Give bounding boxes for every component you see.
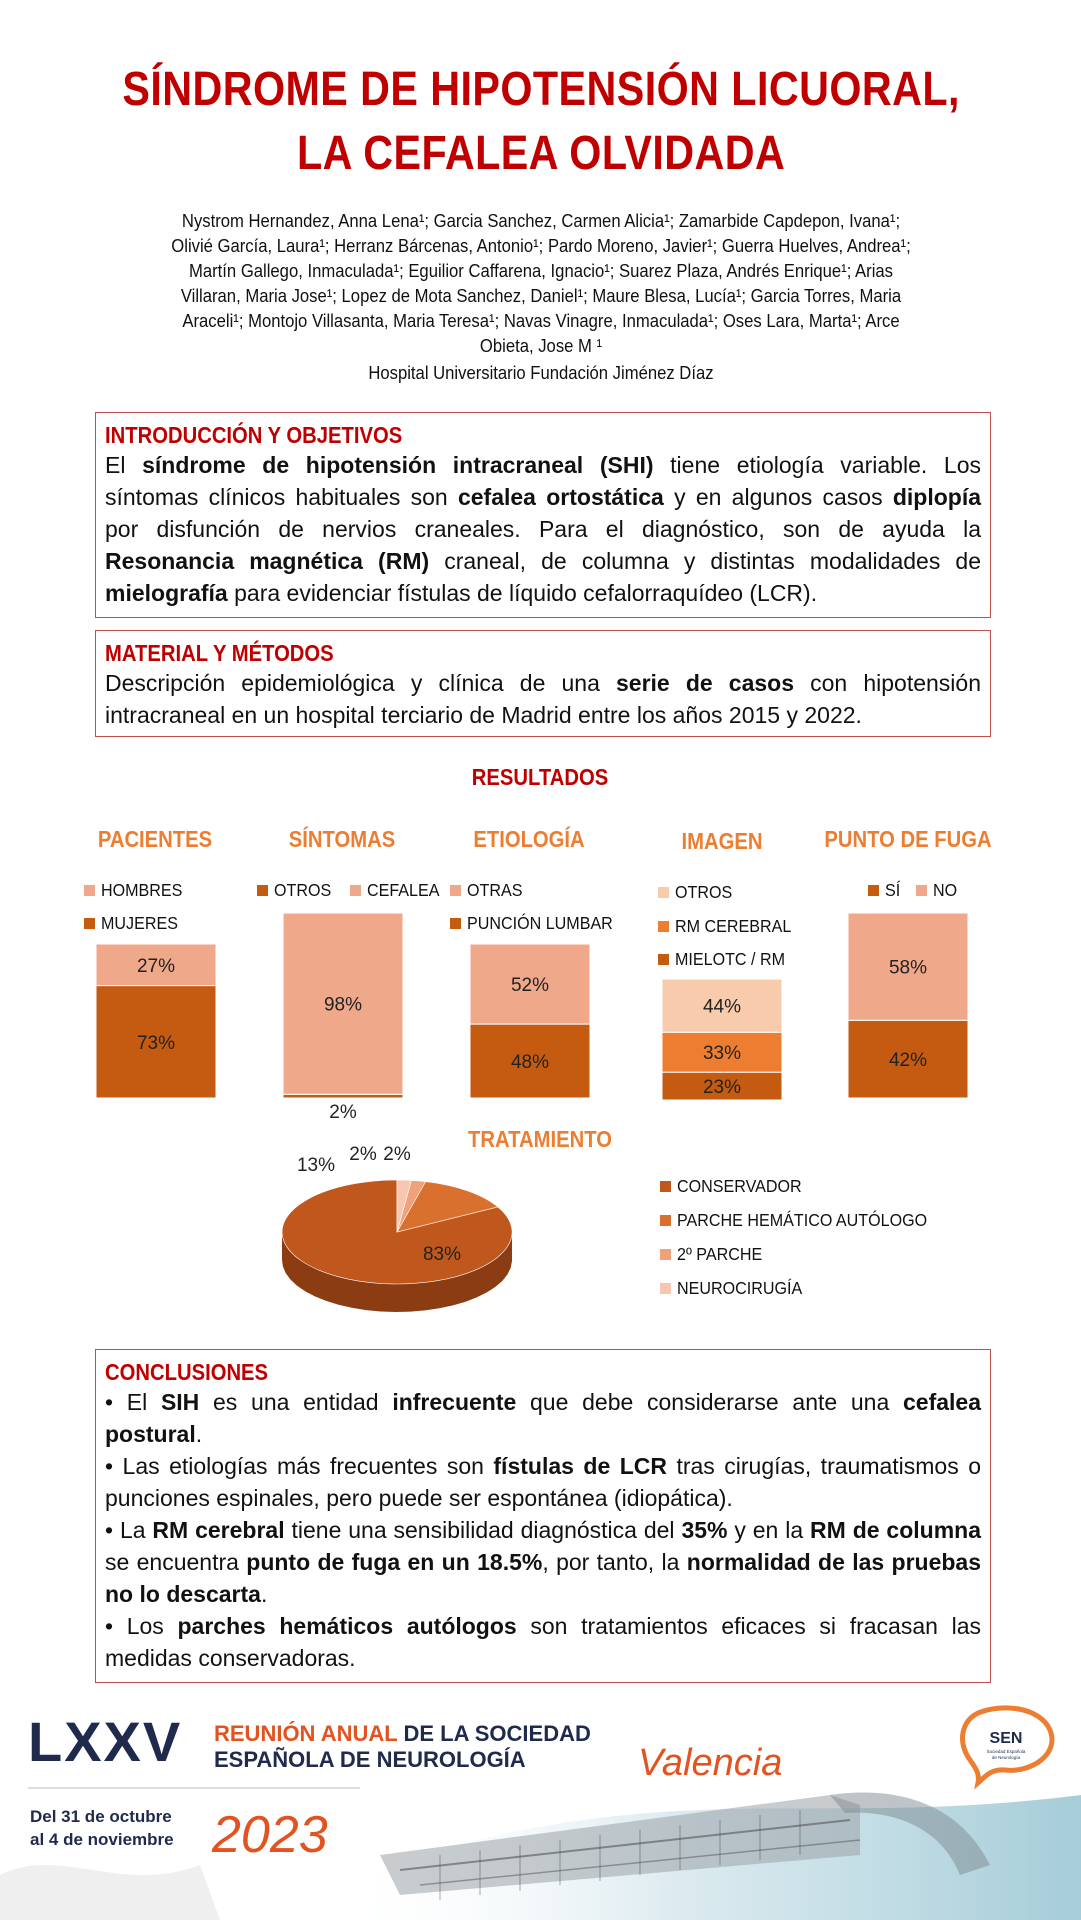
poster-title — [76, 58, 1006, 186]
tratamiento-legend-conservador — [660, 1176, 813, 1197]
imagen-label-mielotc-rm: 23% — [702, 1077, 742, 1099]
imagen-label-otros: 44% — [702, 996, 742, 1018]
sen-logo — [963, 1708, 1052, 1783]
legend-label: HOMBRES — [101, 880, 183, 900]
legend-swatch — [868, 885, 879, 896]
legend-label: RM CEREBRAL — [675, 916, 792, 936]
punto-de-fuga-legend-si — [868, 880, 902, 901]
footer-graphic — [0, 1695, 1081, 1920]
legend-swatch — [350, 885, 361, 896]
imagen-legend-rm-cerebral — [658, 916, 801, 937]
pacientes-chart-title: PACIENTES — [97, 826, 213, 852]
sintomas-chart-title: SÍNTOMAS — [288, 826, 396, 852]
legend-label: NO — [933, 880, 958, 900]
tratamiento-legend-parche-hematico-autologo — [660, 1210, 949, 1231]
authors-list: Nystrom Hernandez, Anna Lena¹; Garcia Sanchez, Carmen Alicia¹; Zamarbide Capdepon, Ivana¹; Olivié García, Laura¹; Herranz Bárcenas, Antonio¹; Pardo Moreno, Javier¹; Guerra Huelves, Andrea¹; Martín Gallego, Inmaculada¹; Eguilior Caffarena, Ignacio¹; Suarez Plaza, Andrés Enrique¹; Arias Villaran, Maria Jose¹; Lopez de Mota Sanchez, Daniel¹; Maure Blesa, Lucía¹; Garcia Torres, Maria Araceli¹; Montojo Villasanta, Maria Teresa¹; Navas Vinagre, Inmaculada¹; Oses Lara, Marta¹; Arce Obieta, Jose M ¹ — [171, 210, 911, 356]
methods-section — [95, 630, 991, 737]
sen-logo-text: SEN — [989, 1730, 1023, 1747]
punto-de-fuga-label-si: 42% — [888, 1050, 928, 1072]
congress-footer — [0, 1695, 1081, 1920]
etiologia-chart-title: ETIOLOGÍA — [473, 826, 585, 852]
imagen-legend-otros — [658, 882, 737, 903]
conclusion-3: • La RM cerebral tiene una sensibilidad diagnóstica del 35% y en la RM de columna se encuentra punto de fuga en un 18.5%, por tanto, la normalidad de las pruebas no lo descarta. — [105, 1517, 982, 1607]
title-line-2: LA CEFALEA OLVIDADA — [297, 127, 786, 180]
sintomas-label-otros: 2% — [329, 1102, 357, 1123]
legend-label: MUJERES — [101, 913, 178, 933]
sintomas-bar-otros — [283, 1094, 403, 1098]
legend-label: OTRAS — [467, 880, 523, 900]
legend-label: OTROS — [675, 882, 733, 902]
legend-swatch — [660, 1215, 671, 1226]
sen-logo-sub1: Sociedad Española — [986, 1749, 1026, 1754]
pacientes-label-hombres: 27% — [136, 955, 176, 977]
sintomas-bar-chart — [283, 913, 403, 1123]
punto-de-fuga-legend-no — [916, 880, 959, 901]
methods-heading: MATERIAL Y MÉTODOS — [105, 640, 334, 666]
legend-label: OTROS — [274, 880, 332, 900]
conclusion-2: • Las etiologías más frecuentes son fístulas de LCR tras cirugías, traumatismos o punciones espinales, pero puede ser espontánea (idiopática). — [105, 1453, 981, 1511]
footer-year: 2023 — [212, 1806, 328, 1864]
legend-swatch — [84, 885, 95, 896]
conclusion-1: • El SIH es una entidad infrecuente que debe considerarse ante una cefalea postural. — [105, 1389, 981, 1447]
title-line-1: SÍNDROME DE HIPOTENSIÓN LICUORAL, — [122, 63, 960, 116]
hospital-affiliation: Hospital Universitario Fundación Jiménez Díaz — [368, 362, 714, 383]
etiologia-legend-otras — [450, 880, 527, 901]
etiologia-label-otras: 52% — [510, 975, 550, 997]
conclusions-heading: CONCLUSIONES — [105, 1359, 269, 1385]
pacientes-legend-hombres — [84, 880, 189, 901]
intro-text: El síndrome de hipotensión intracraneal (SHI) tiene etiología variable. Los síntomas clínicos habituales son cefalea ortostática y en algunos casos diplopía por disfunción de nervios craneales. Para el diagnóstico, son de ayuda la Resonancia magnética (RM) craneal, de columna y distintas modalidades de mielografía para evidenciar fístulas de líquido cefalorraquídeo (LCR). — [105, 452, 982, 606]
pacientes-legend-mujeres — [84, 913, 185, 934]
legend-swatch — [916, 885, 927, 896]
legend-swatch — [660, 1283, 671, 1294]
legend-label: NEUROCIRUGÍA — [677, 1278, 803, 1298]
tratamiento-label-2-parche: 2% — [349, 1144, 377, 1165]
legend-swatch — [660, 1249, 671, 1260]
intro-section — [95, 412, 991, 618]
conclusions-section — [95, 1349, 991, 1683]
etiologia-legend-puncion-lumbar — [450, 913, 626, 934]
etiologia-label-puncion-lumbar: 48% — [510, 1052, 550, 1074]
legend-label: PUNCIÓN LUMBAR — [467, 913, 613, 933]
sintomas-label-cefalea: 98% — [323, 994, 363, 1016]
imagen-legend-mielotc-rm — [658, 949, 795, 970]
legend-label: SÍ — [885, 880, 901, 900]
legend-swatch — [658, 921, 669, 932]
imagen-bar-chart — [662, 979, 782, 1100]
footer-dates-1: Del 31 de octubre — [30, 1807, 172, 1826]
intro-heading: INTRODUCCIÓN Y OBJETIVOS — [105, 422, 403, 448]
tratamiento-pie-chart — [282, 1144, 512, 1312]
legend-swatch — [450, 918, 461, 929]
pacientes-bar-chart — [96, 944, 216, 1098]
punto-de-fuga-label-no: 58% — [888, 957, 928, 979]
legend-swatch — [658, 887, 669, 898]
legend-swatch — [257, 885, 268, 896]
tratamiento-legend-2-parche — [660, 1244, 770, 1265]
legend-swatch — [450, 885, 461, 896]
tratamiento-label-conservador: 83% — [422, 1244, 462, 1265]
sintomas-legend-otros — [257, 880, 336, 901]
pacientes-label-mujeres: 73% — [136, 1032, 176, 1054]
footer-city: Valencia — [638, 1742, 783, 1784]
legend-swatch — [84, 918, 95, 929]
footer-line-2: ESPAÑOLA DE NEUROLOGÍA — [214, 1747, 526, 1772]
sen-logo-sub2: de Neurología — [991, 1755, 1021, 1760]
conclusion-4: • Los parches hemáticos autólogos son tratamientos eficaces si fracasan las medidas conservadoras. — [105, 1613, 981, 1671]
tratamiento-label-neurocirugia: 2% — [383, 1144, 411, 1165]
legend-label: 2º PARCHE — [677, 1244, 763, 1264]
sintomas-legend-cefalea — [350, 880, 446, 901]
results-heading: RESULTADOS — [471, 764, 609, 790]
methods-text: Descripción epidemiológica y clínica de una serie de casos con hipotensión intracraneal en un hospital terciario de Madrid entre los años 2015 y 2022. — [105, 670, 981, 728]
tratamiento-legend-neurocirugia — [660, 1278, 813, 1299]
legend-swatch — [658, 954, 669, 965]
legend-label: CONSERVADOR — [677, 1176, 802, 1196]
imagen-chart-title: IMAGEN — [681, 828, 763, 854]
tratamiento-label-parche-hematico-autologo: 13% — [296, 1155, 336, 1176]
footer-dates-2: al 4 de noviembre — [30, 1830, 174, 1849]
footer-roman-numeral: LXXV — [28, 1710, 183, 1773]
legend-swatch — [660, 1181, 671, 1192]
legend-label: CEFALEA — [367, 880, 440, 900]
punto-de-fuga-bar-chart — [848, 913, 968, 1098]
punto-de-fuga-chart-title: PUNTO DE FUGA — [824, 826, 992, 852]
legend-label: PARCHE HEMÁTICO AUTÓLOGO — [677, 1210, 928, 1230]
tratamiento-chart-title: TRATAMIENTO — [468, 1126, 612, 1152]
etiologia-bar-chart — [470, 944, 590, 1098]
imagen-label-rm-cerebral: 33% — [702, 1043, 742, 1065]
legend-label: MIELOTC / RM — [675, 949, 786, 969]
footer-line-1: REUNIÓN ANUAL DE LA SOCIEDAD — [214, 1721, 591, 1746]
